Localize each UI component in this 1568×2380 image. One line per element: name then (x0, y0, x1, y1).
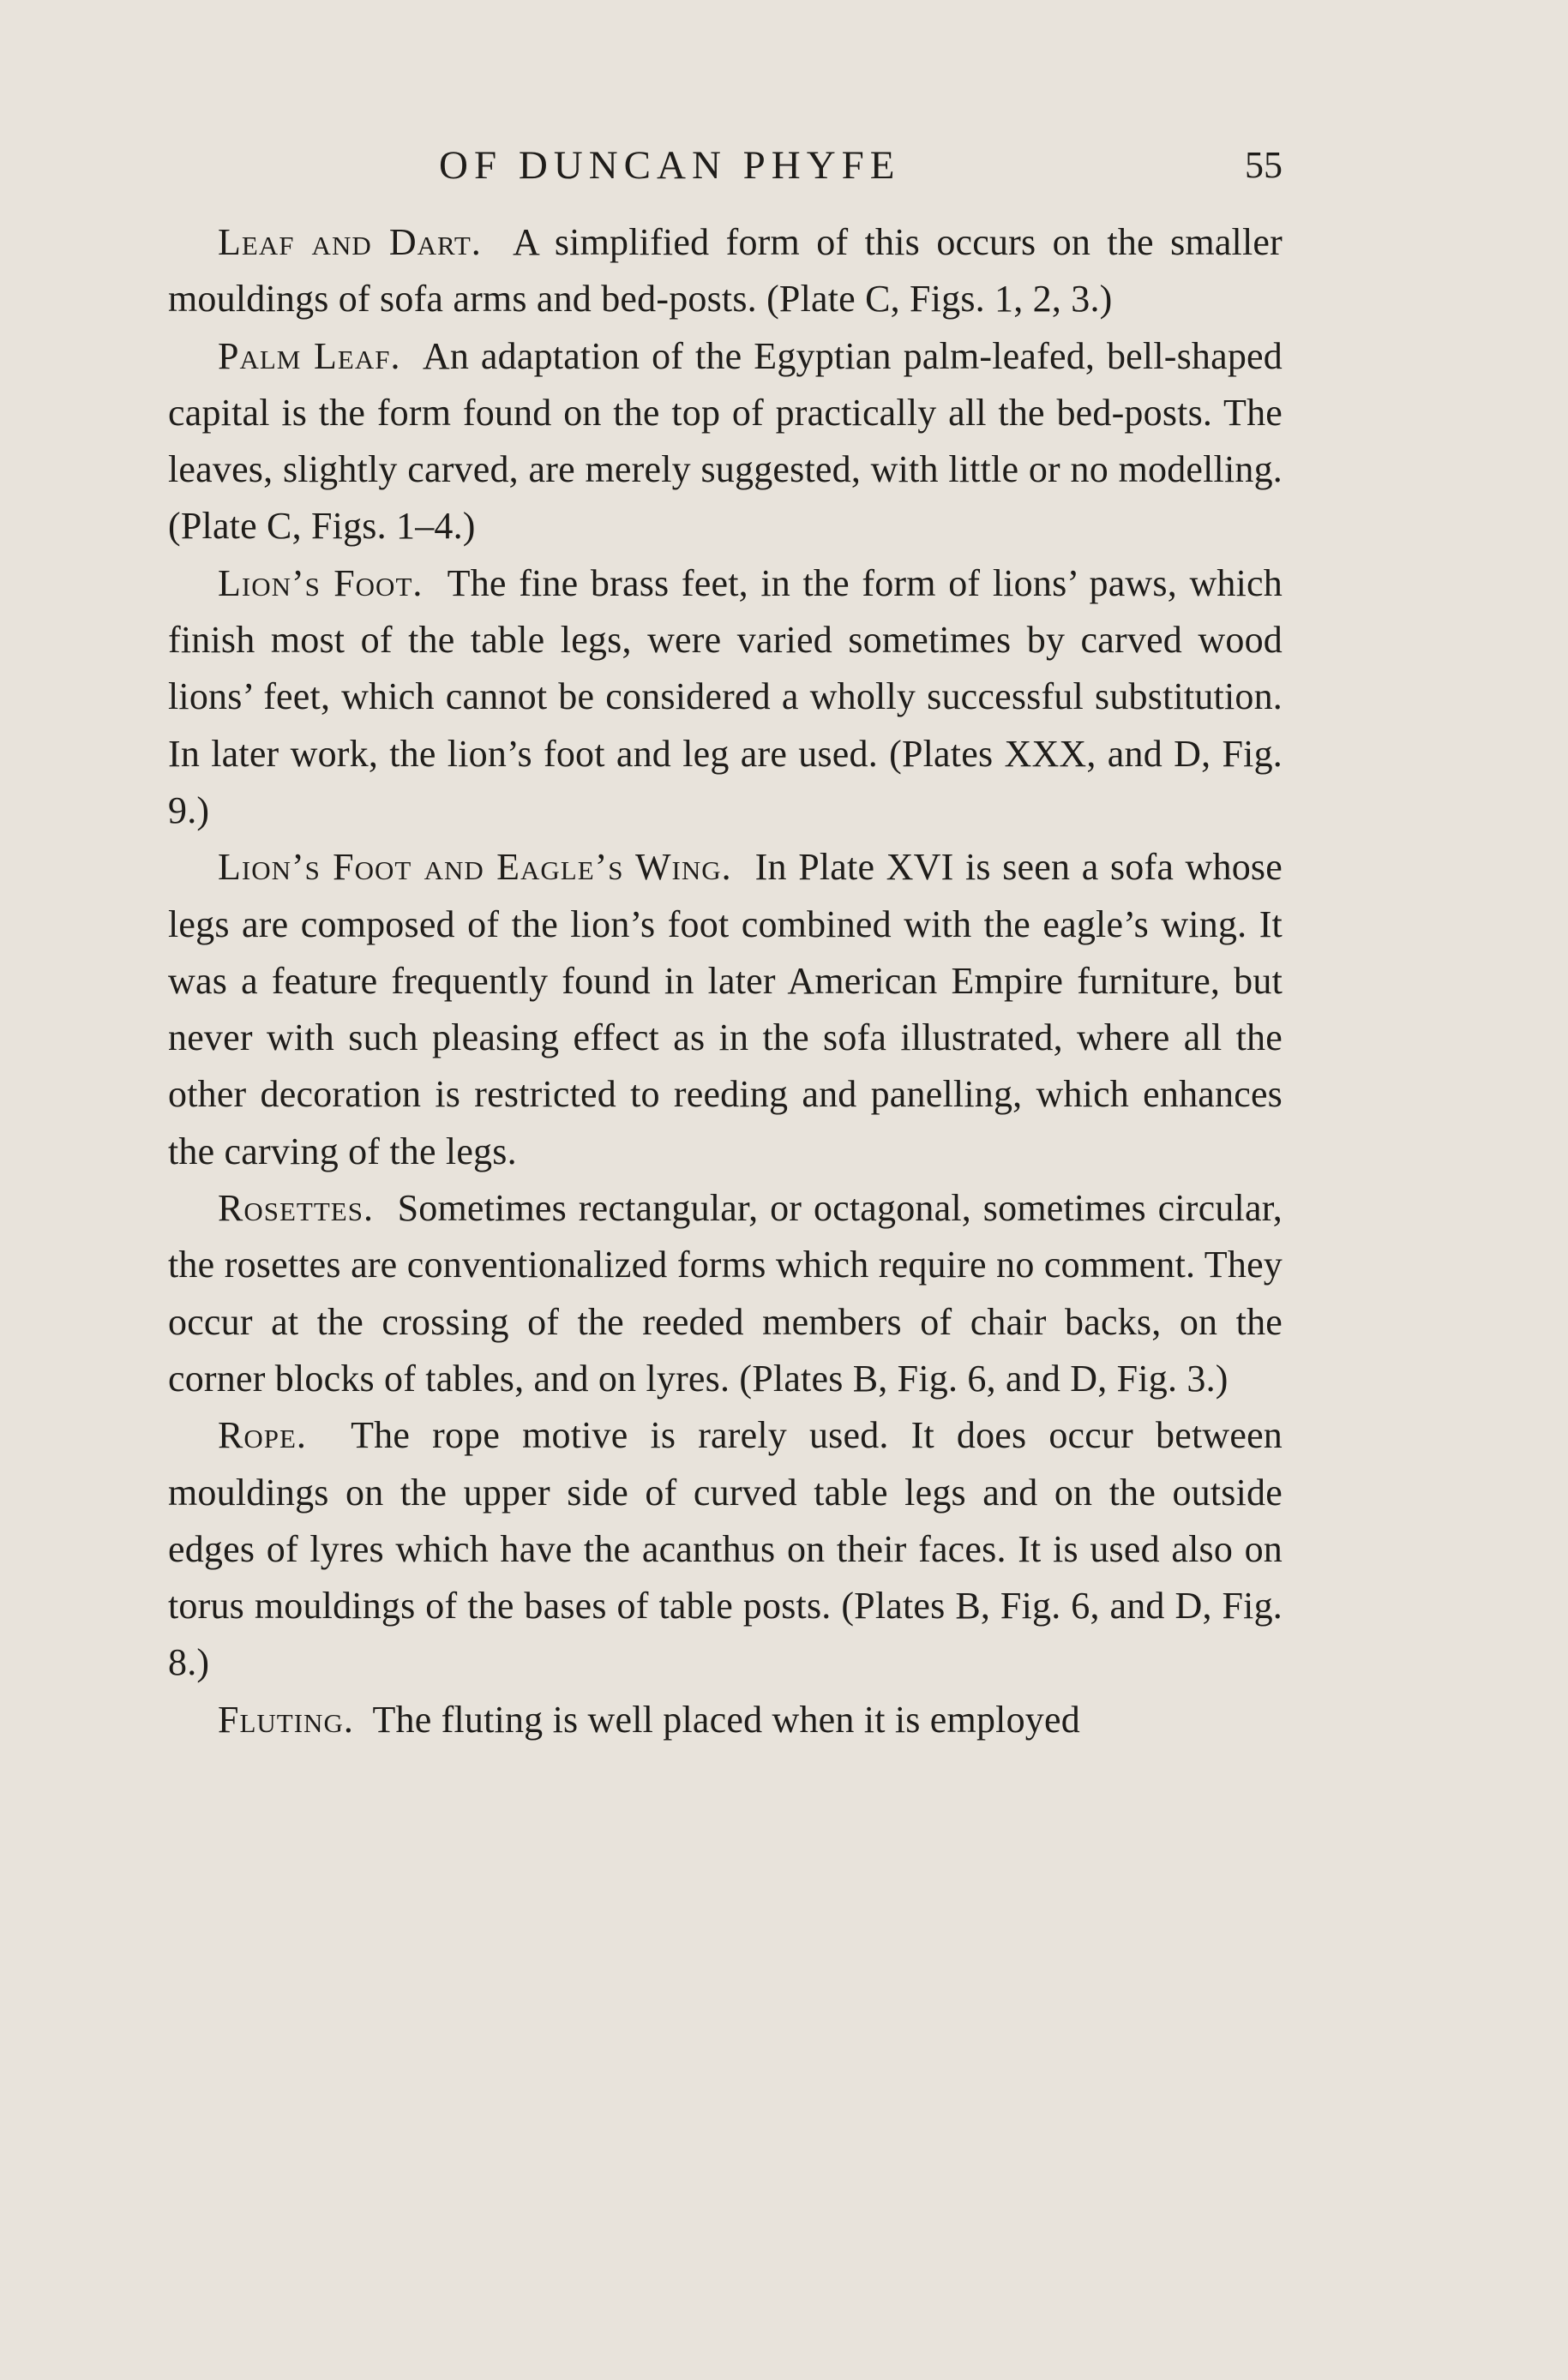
entry-lions-foot (168, 555, 1283, 839)
page-header (168, 135, 1283, 195)
entry-text: The fine brass feet, in the form of lions’ paws, which finish most of the table legs, were varied sometimes by carved wood lions’ feet, which cannot be considered a wholly successful substitution. In later work, the lion’s foot and leg are used. (Plates XXX, and D, Fig. 9.) (168, 561, 1283, 831)
entry-title: Rope. (218, 1414, 307, 1457)
entry-text: Sometimes rectangular, or octagonal, sometimes circular, the rosettes are conventionalized forms which require no comment. They occur at the crossing of the reeded members of chair backs, on the corner blocks of tables, and on lyres. (Plates B, Fig. 6, and D, Fig. 3.) (168, 1187, 1283, 1400)
entry-rosettes (168, 1180, 1283, 1407)
entry-text: A simplified form of this occurs on the smaller mouldings of sofa arms and bed-posts. (Plate C, Figs. 1, 2, 3.) (168, 221, 1283, 321)
entry-title: Lion’s Foot and Eagle’s Wing. (218, 846, 732, 889)
entry-leaf-and-dart (168, 214, 1283, 328)
entry-rope (168, 1407, 1283, 1691)
entry-text: The fluting is well placed when it is employed (372, 1698, 1080, 1741)
body-text (168, 214, 1283, 1748)
entry-lions-foot-and-eagles-wing (168, 839, 1283, 1180)
entry-title: Rosettes. (218, 1187, 374, 1230)
entry-title: Fluting. (218, 1698, 354, 1741)
entry-text: In Plate XVI is seen a sofa whose legs are composed of the lion’s foot combined with the eagle’s wing. It was a feature frequently found in later American Empire furniture, but never with such pleasing effect as in the sofa illustrated, where all the other decoration is restricted to reeding and panelling, which enhances the carving of the legs. (168, 846, 1283, 1172)
entry-title: Leaf and Dart. (218, 221, 482, 263)
running-title: OF DUNCAN PHYFE (439, 143, 901, 188)
entry-text: An adaptation of the Egyptian palm-leafed, bell-shaped capital is the form found on the top of practically all the bed-posts. The leaves, slightly carved, are merely suggested, with little or no modelling. (Plate C, Figs. 1–4.) (168, 334, 1283, 548)
entry-palm-leaf (168, 328, 1283, 555)
entry-fluting (168, 1692, 1283, 1748)
entry-title: Lion’s Foot. (218, 561, 424, 604)
entry-text: The rope motive is rarely used. It does occur between mouldings on the upper side of curved table legs and on the outside edges of lyres which have the acanthus on their faces. It is used also on torus mouldings of the bases of table posts. (Plates B, Fig. 6, and D, Fig. 8.) (168, 1414, 1283, 1684)
entry-title: Palm Leaf. (218, 334, 401, 377)
page-number: 55 (1245, 144, 1283, 186)
